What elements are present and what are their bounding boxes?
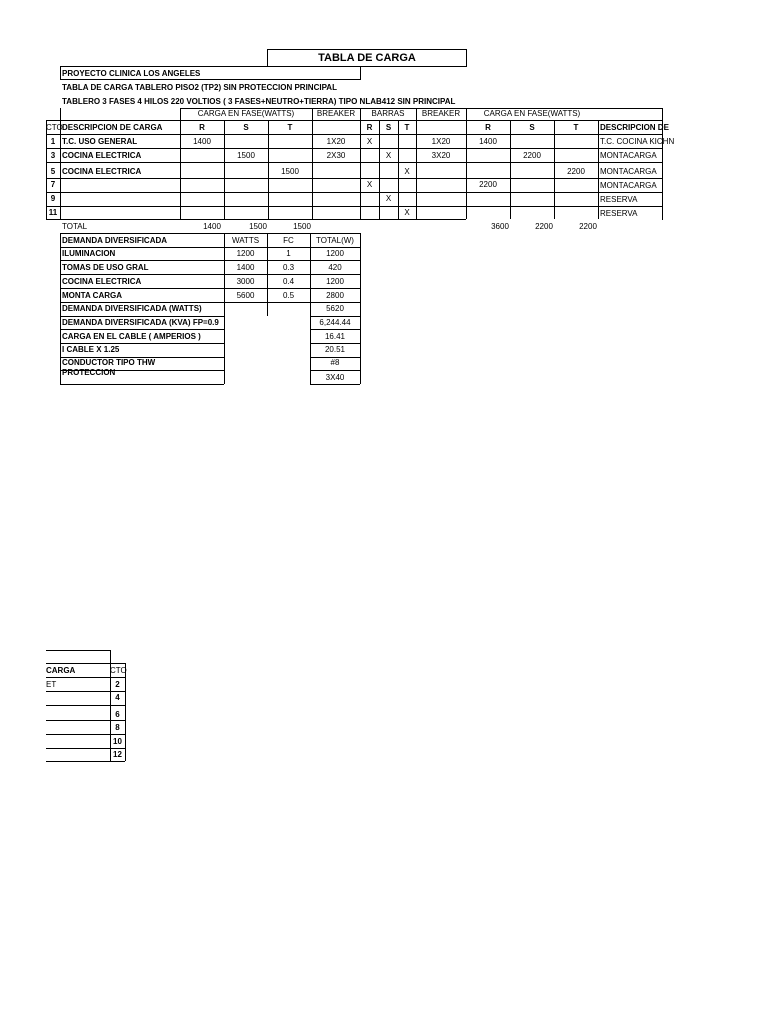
result-value: 3X40 [325, 373, 345, 382]
header-cto: CTO [46, 123, 63, 132]
barra-s-cell: X [385, 194, 392, 203]
fragment-header-desc: CARGA [46, 666, 76, 675]
barra-s-cell: X [385, 151, 392, 160]
demand-total: 1200 [326, 277, 344, 286]
header-r: R [199, 123, 205, 132]
t-right-cell: 2200 [567, 167, 585, 176]
result-value: 5620 [326, 304, 344, 313]
demand-fc: 0.5 [282, 291, 295, 300]
fragment-cto: 4 [115, 693, 120, 702]
fragment-table [0, 640, 140, 770]
header-barra-r: R [366, 123, 373, 132]
info-tablero: TABLA DE CARGA TABLERO PISO2 (TP2) SIN PROTECCION PRINCIPAL [62, 83, 337, 92]
header-r-right: R [485, 123, 491, 132]
header-carga-fase-left: CARGA EN FASE(WATTS) [197, 109, 295, 118]
info-tipo: TABLERO 3 FASES 4 HILOS 220 VOLTIOS ( 3 FASES+NEUTRO+TIERRA) TIPO NLAB412 SIN PRINCIPAL [62, 97, 456, 106]
r-right-cell: 1400 [479, 137, 497, 146]
demand-label: TOMAS DE USO GRAL [62, 263, 149, 272]
result-label: DEMANDA DIVERSIFICADA (KVA) FP=0.9 [62, 318, 219, 327]
desc-cell: COCINA ELECTRICA [62, 151, 142, 160]
demand-total: 1200 [326, 249, 344, 258]
result-value: 6,244.44 [319, 318, 351, 327]
demand-watts: 3000 [236, 277, 255, 286]
cto-cell: 5 [50, 167, 56, 176]
fragment-cto: 6 [115, 710, 120, 719]
demand-watts: 1400 [236, 263, 255, 272]
cto-cell: 7 [50, 180, 56, 189]
total-r: 1400 [203, 222, 221, 231]
demand-label: ILUMINACION [62, 249, 116, 258]
result-label: CONDUCTOR TIPO THW [62, 358, 156, 367]
total-s: 1500 [249, 222, 267, 231]
header-t: T [287, 123, 293, 132]
header-carga-fase-right: CARGA EN FASE(WATTS) [483, 109, 581, 118]
fragment-cto: 12 [113, 750, 122, 759]
header-barras: BARRAS [371, 109, 405, 118]
desc-right-cell: MONTACARGA [600, 151, 657, 160]
fragment-cto: 2 [115, 680, 120, 689]
result-label: CARGA EN EL CABLE ( AMPERIOS ) [62, 332, 201, 341]
total-t: 1500 [293, 222, 311, 231]
r-cell: 1400 [193, 137, 211, 146]
s-right-cell: 2200 [523, 151, 541, 160]
header-t-right: T [573, 123, 579, 132]
total-r-right: 3600 [491, 222, 509, 231]
total-s-right: 2200 [535, 222, 553, 231]
demand-total: 2800 [326, 291, 344, 300]
breaker-cell: 2X30 [326, 151, 346, 160]
demand-header-label: DEMANDA DIVERSIFICADA [62, 236, 168, 245]
result-label: PROTECCION [62, 368, 116, 377]
demand-fc: 0.4 [282, 277, 295, 286]
desc-cell: T.C. USO GENERAL [62, 137, 138, 146]
barra-t-cell: X [404, 167, 410, 176]
header-descripcion: DESCRIPCION DE CARGA [62, 123, 163, 132]
demand-label: COCINA ELECTRICA [62, 277, 142, 286]
info-project: PROYECTO CLINICA LOS ANGELES [62, 69, 201, 78]
desc-right-cell: T.C. COCINA KICHN [600, 137, 675, 146]
t-cell: 1500 [281, 167, 299, 176]
fragment-desc: ET [46, 680, 57, 689]
total-label: TOTAL [62, 222, 88, 231]
header-descripcion-right: DESCRIPCION DE [600, 123, 669, 132]
demand-label: MONTA CARGA [62, 291, 122, 300]
header-s: S [243, 123, 249, 132]
demand-header-total: TOTAL(W) [316, 236, 354, 245]
demand-watts: 5600 [236, 291, 255, 300]
demand-watts: 1200 [236, 249, 255, 258]
demand-fc: 1 [286, 249, 291, 258]
fragment-header-cto: CTO [110, 666, 127, 675]
header-breaker-left: BREAKER [316, 109, 356, 118]
cto-cell: 1 [50, 137, 56, 146]
barra-r-cell: X [366, 137, 373, 146]
s-cell: 1500 [237, 151, 255, 160]
desc-right-cell: MONTACARGA [600, 181, 657, 190]
demand-total: 420 [328, 263, 342, 272]
desc-cell: COCINA ELECTRICA [62, 167, 142, 176]
total-t-right: 2200 [579, 222, 597, 231]
result-value: #8 [330, 358, 340, 367]
desc-right-cell: MONTACARGA [600, 167, 657, 176]
header-s-right: S [529, 123, 535, 132]
demand-header-fc: FC [283, 236, 294, 245]
result-value: 20.51 [324, 345, 346, 354]
breaker-cell: 1X20 [326, 137, 346, 146]
header-breaker-right: BREAKER [421, 109, 461, 118]
page-title: TABLA DE CARGA [267, 49, 467, 67]
demand-table [0, 0, 768, 400]
desc-right-cell: RESERVA [600, 195, 638, 204]
cto-cell: 11 [48, 208, 58, 217]
desc-right-cell: RESERVA [600, 209, 638, 218]
cto-cell: 3 [50, 151, 56, 160]
breaker-right-cell: 1X20 [431, 137, 451, 146]
cto-cell: 9 [50, 194, 56, 203]
barra-t-cell: X [404, 208, 410, 217]
r-right-cell: 2200 [479, 180, 497, 189]
result-value: 16.41 [324, 332, 346, 341]
header-barra-t: T [404, 123, 410, 132]
demand-header-watts: WATTS [231, 236, 260, 245]
fragment-cto: 10 [113, 737, 122, 746]
demand-fc: 0.3 [282, 263, 295, 272]
result-label: I CABLE X 1.25 [62, 345, 120, 354]
fragment-cto: 8 [115, 723, 120, 732]
breaker-right-cell: 3X20 [431, 151, 451, 160]
barra-r-cell: X [366, 180, 373, 189]
header-barra-s: S [385, 123, 392, 132]
result-label: DEMANDA DIVERSIFICADA (WATTS) [62, 304, 202, 313]
